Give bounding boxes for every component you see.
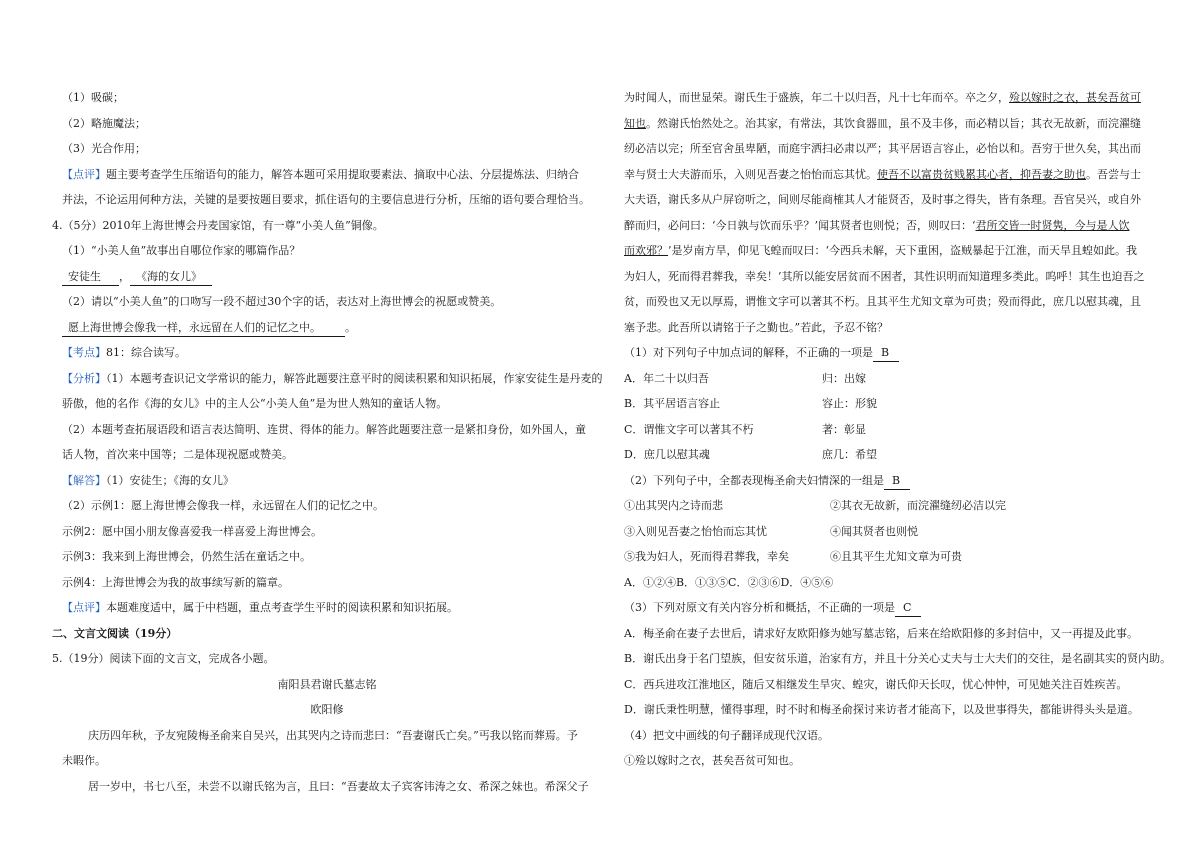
subquestion-4: （4）把文中画线的句子翻译成现代汉语。: [624, 728, 829, 742]
option-row: [624, 519, 1130, 545]
choice-d: D．④⑤⑥: [780, 575, 834, 589]
option-gloss: 容止：形貌: [822, 397, 877, 410]
answer-4-2: [62, 315, 592, 341]
solution-line: 示例4：上海世博会为我的故事续写新的篇章。: [62, 575, 289, 589]
passage-line: 塞予悲。此吾所以请铭于子之勤也。”若此，予忍不铭？: [624, 320, 889, 334]
option-sentence: ①出其哭内之诗而悲: [624, 499, 723, 512]
passage-title: 南阳县君谢氏墓志铭: [277, 677, 377, 691]
option-sentence: ④闻其贤者也则悦: [830, 524, 918, 538]
translation-item: ①殓以嫁时之衣，甚矣吾贫可知也。: [624, 754, 800, 767]
answer-blank: C: [895, 600, 921, 617]
comment-text: 本题难度适中，属于中档题，重点考查学生平时的阅读积累和知识拓展。: [106, 601, 458, 614]
comment-line: 并法，不论运用何种方法，关键的是要按题目要求，抓住语句的主要信息进行分析，压缩的语句要合理恰当。: [62, 193, 590, 206]
analysis-option: B．谢氏出身于名门望族，但安贫乐道，治家有方，并且十分关心丈夫与士大夫们的交往，是名副其实的贤内助。: [624, 652, 1172, 665]
option-gloss: 著：彰显: [822, 422, 866, 436]
question-5: 5.（19分）阅读下面的文言文，完成各小题。: [52, 652, 275, 665]
text-line: （2）略施魔法；: [62, 116, 146, 130]
option-row: [624, 366, 1130, 392]
analysis-option: A．梅圣俞在妻子去世后，请求好友欧阳修为她写墓志铭，后来在给欧阳修的多封信中，又一再提及此事。: [624, 626, 1138, 640]
text-line: （1）吸碳；: [62, 91, 124, 104]
underlined-sentence-1: 殓以嫁时之衣，甚矣吾贫可: [1009, 91, 1141, 104]
underlined-sentence-3-end: 而欢邪？: [624, 244, 668, 257]
choice-row: [624, 570, 1130, 596]
option-sentence: B．其平居语言容止: [624, 397, 721, 410]
question-4-part-1: （1）“小美人鱼”故事出自哪位作家的哪篇作品？: [62, 244, 301, 257]
solution-tag: 【解答】: [62, 473, 106, 487]
passage-text: 为时闻人，而世显荣。谢氏生于盛族，年二十以归吾，凡十七年而卒。卒之夕，: [624, 91, 1009, 104]
subquestion-text: （1）对下列句子中加点词的解释，不正确的一项是: [624, 346, 873, 359]
option-sentence: ③入则见吾妻之怡怡而忘其忧: [624, 524, 767, 538]
option-sentence: D．庶几以慰其魂: [624, 448, 710, 461]
option-row: [624, 391, 1130, 417]
kaodian-text: 81：综合读写。: [106, 346, 186, 359]
right-column: [624, 85, 1172, 774]
answer-blank-work: 《海的女儿》: [130, 269, 212, 286]
analysis-line: 话人物，首次来中国等；二是体现祝愿或赞美。: [62, 448, 293, 461]
option-sentence: ②其衣无故新，而浣濯缝纫必洁以完: [830, 499, 1006, 512]
option-sentence: ⑤我为妇人，死而得君葬我，幸矣: [624, 550, 789, 563]
answer-blank-author: 安徒生: [62, 269, 119, 286]
comment-tag: 【点评】: [62, 167, 106, 181]
option-gloss: 归：出嫁: [822, 371, 866, 385]
underlined-sentence-2: 使吾不以富贵贫贱累其心者，抑吾妻之助也: [877, 167, 1086, 181]
section-heading: 二、文言文阅读（19分）: [52, 626, 178, 640]
option-row: [624, 442, 1130, 468]
question-4: 4.（5分）2010年上海世博会丹麦国家馆，有一尊“小美人鱼”铜像。: [52, 218, 384, 232]
left-column: [52, 85, 603, 799]
passage-line: 贫，而殁也又无以厚焉，谓惟文字可以著其不朽。且其平生尤知文章为可贵；殁而得此，庶几以慰其魂，且: [624, 295, 1141, 308]
option-row: [624, 493, 1130, 519]
analysis-line: （2）本题考查拓展语段和语言表达简明、连贯、得体的能力。解答此题要注意一是紧扣身份，如外国人，童: [62, 422, 586, 436]
passage-author: 欧阳修: [310, 703, 344, 716]
answer-blank-wish: 愿上海世博会像我一样，永远留在人们的记忆之中。: [62, 320, 345, 337]
solution-text: （1）安徒生；《海的女儿》: [106, 473, 234, 487]
underlined-sentence-1-end: 知也: [624, 116, 646, 130]
passage-line: [624, 213, 1130, 239]
analysis-option: C．西兵进攻江淮地区，随后又相继发生旱灾、蝗灾，谢氏仰天长叹，忧心忡忡，可见她关注百姓疾苦。: [624, 677, 1128, 691]
option-sentence: A．年二十以归吾: [624, 371, 709, 385]
passage-line: [624, 111, 1141, 137]
passage-line: [624, 85, 1141, 111]
separator: ，: [119, 269, 130, 283]
passage-paragraph: 未暇作。: [62, 754, 106, 767]
comment-tag: 【点评】: [62, 601, 106, 614]
answer-4-1: [62, 264, 592, 290]
analysis-text: （1）本题考查识记文学常识的能力，解答此题要注意平时的阅读积累和知识拓展，作家安徒生是丹麦的: [106, 371, 603, 385]
subquestion-text: （3）下列对原文有关内容分析和概括，不正确的一项是: [624, 601, 895, 614]
passage-text: 醉而归，必问曰：‘今日孰与饮而乐乎？’闻其贤者也则悦；否，则叹曰：‘: [624, 218, 976, 232]
passage-line: [624, 162, 1141, 188]
passage-line: [624, 238, 1137, 264]
passage-line: 大夫语，谢氏多从户屏窃听之，间则尽能商榷其人才能贤否，及时事之得失，皆有条理。吾官吴兴，或自外: [624, 193, 1141, 206]
passage-line: 纫必洁以完；所至官舍虽卑陋，而庭宇洒扫必肃以严；其平居语言容止，必怡以和。吾穷于世久矣，其出而: [624, 142, 1141, 155]
passage-text: 幸与贤士大夫游而乐，入则见吾妻之怡怡而忘其忧。: [624, 167, 877, 181]
text-line: （3）光合作用；: [62, 142, 146, 155]
answer-blank: B: [873, 345, 899, 362]
analysis-tag: 【分析】: [62, 371, 106, 385]
option-row: [624, 544, 1130, 570]
kaodian-line: [62, 340, 592, 366]
option-sentence: ⑥且其平生尤知文章为可贵: [830, 550, 962, 563]
choice-b: B．①③⑤: [675, 575, 729, 589]
analysis-option: D．谢氏秉性明慧，懂得事理，时不时和梅圣俞探讨来访者才能高下，以及世事得失，都能讲得头头是道。: [624, 703, 1139, 716]
choice-c: C．②③⑥: [728, 575, 781, 589]
solution-line: （2）示例1：愿上海世博会像我一样，永远留在人们的记忆之中。: [62, 499, 384, 512]
comment-line: [62, 595, 592, 621]
passage-line: 为妇人，死而得君葬我，幸矣！’其所以能安居贫而不困者，其性识明而知道理多类此。呜呼！其生也迫吾之: [624, 269, 1145, 283]
period: 。: [345, 320, 356, 334]
analysis-line: [62, 366, 603, 392]
option-sentence: C．谓惟文字可以著其不朽: [624, 422, 754, 436]
passage-paragraph: 居一岁中，书七八至，未尝不以谢氏铭为言，且曰：“吾妻故太子宾客讳涛之女、希深之妹也。希深父子: [88, 779, 589, 793]
passage-text: 。然谢氏怡然处之。治其家，有常法，其饮食器皿，虽不及丰侈，而必精以旨；其衣无故新，而浣濯缝: [646, 116, 1141, 130]
passage-text: 。吾尝与士: [1086, 167, 1141, 181]
choice-a: A．①②④: [624, 575, 676, 589]
question-4-part-2: （2）请以“小美人鱼”的口吻写一段不超过30个字的话，表达对上海世博会的祝愿或赞美。: [62, 295, 502, 308]
subquestion-1: [624, 340, 1130, 366]
solution-line: 示例3：我来到上海世博会，仍然生活在童话之中。: [62, 550, 311, 563]
answer-blank: B: [884, 473, 910, 490]
comment-line: [62, 162, 592, 188]
analysis-line: 骄傲，他的名作《海的女儿》中的主人公“小美人鱼”是为世人熟知的童话人物。: [62, 397, 448, 410]
underlined-sentence-3: 君所交皆一时贤隽，今与是人饮: [975, 218, 1130, 232]
comment-text: 题主要考查学生压缩语句的能力，解答本题可采用提取要素法、摘取中心法、分层提炼法、归纳合: [106, 167, 579, 181]
option-row: [624, 417, 1130, 443]
option-gloss: 庶几：希望: [822, 448, 877, 461]
passage-paragraph: 庆历四年秋，予友宛陵梅圣俞来自吴兴，出其哭内之诗而悲曰：“吾妻谢氏亡矣。”丐我以铭而葬焉。予: [88, 728, 578, 742]
passage-text: ’是岁南方旱，仰见飞蝗而叹曰：‘今西兵未解，天下重困，盗贼暴起于江淮，而天旱且蝗如此。我: [668, 244, 1137, 257]
subquestion-text: （2）下列句子中，全都表现梅圣俞夫妇情深的一组是: [624, 473, 884, 487]
solution-line: [62, 468, 592, 494]
subquestion-2: [624, 468, 1130, 494]
subquestion-3: [624, 595, 1130, 621]
solution-line: 示例2：愿中国小朋友像喜爱我一样喜爱上海世博会。: [62, 524, 322, 538]
kaodian-tag: 【考点】: [62, 346, 106, 359]
